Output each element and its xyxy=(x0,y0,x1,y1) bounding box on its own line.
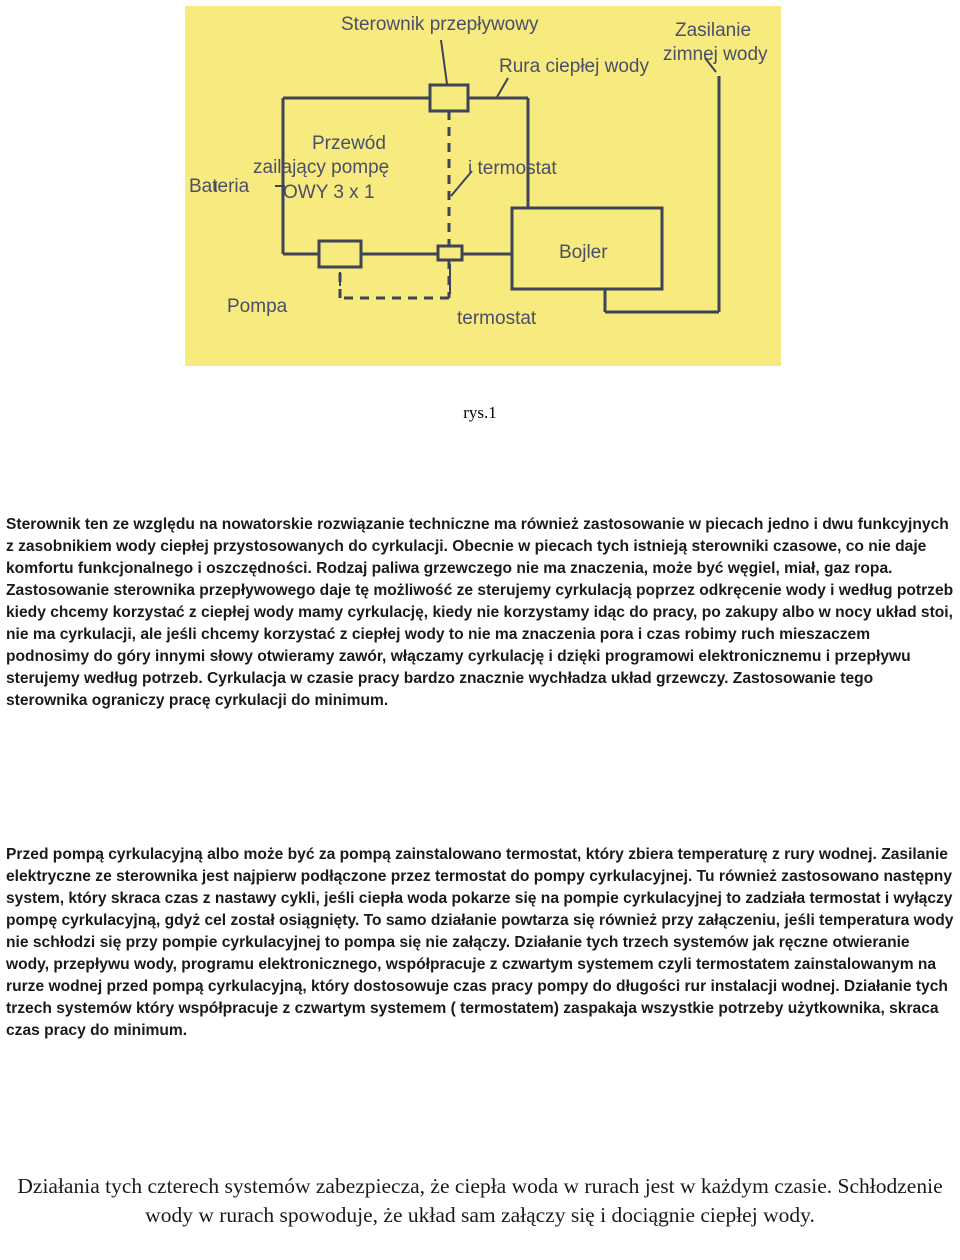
label-pump: Pompa xyxy=(227,296,288,317)
controller-box xyxy=(430,85,468,111)
pointer-line xyxy=(441,40,447,84)
paragraph-1: Sterownik ten ze względu na nowatorskie rozwiązanie techniczne ma również zastosowanie w piecach jedno i dwu funkcyjnych z zasobnikiem wody ciepłej przystosowanych do cyrkulacji. Obecnie w piecach tych istnieją sterowniki czasowe, co nie daje komfortu funkcjonalnego i oszczędności. Rodzaj paliwa grzewczego nie ma znaczenia, może być węgiel, miał, gaz ropa. Zastosowanie sterownika przepływowego daje tę możliwość ze sterujemy cyrkulacją poprzez odkręcenie wody i według potrzeb kiedy chcemy korzystać z ciepłej wody mamy cyrkulację, kiedy nie korzystamy idąc do pracy, po zakupy albo w nocy układ stoi, nie ma cyrkulacji, ale jeśli chcemy korzystać z ciepłej wody to nie ma znaczenia pora i czas robimy ruch mieszaczem podnosimy do góry innymi słowy otwieramy zawór, włączamy cyrkulację i dzięki programowi elektronicznemu i przepływu sterujemy według potrzeb. Cyrkulacja w czasie pracy bardzo znacznie wychładza układ grzewczy. Zastosowanie tego sterownika ograniczy pracę cyrkulacji do minimum. xyxy=(6,516,954,709)
label-boiler: Bojler xyxy=(559,242,608,263)
label-cable-3: OWY 3 x 1 xyxy=(283,182,375,203)
label-battery: Bateria xyxy=(189,176,250,197)
label-cable-2: zailający pompę xyxy=(253,157,390,178)
label-controller: Sterownik przepływowy xyxy=(341,14,539,35)
pointer-line xyxy=(497,78,508,97)
pump-box xyxy=(319,241,361,267)
label-hot-pipe: Rura ciepłej wody xyxy=(499,56,649,77)
conclusion-text: Działania tych czterech systemów zabezpiecza, że ciepła woda w rurach jest w każdym czasie. Schłodzenie wody w rurach spowoduje, że układ sam załączy się i dociągnie ciepłej wody. xyxy=(17,1174,943,1227)
diagram-drawing xyxy=(185,6,781,366)
paragraph-2: Przed pompą cyrkulacyjną albo może być za pompą zainstalowano termostat, który zbiera temperaturę z rury wodnej. Zasilanie elektryczne ze sterownika jest najpierw podłączone przez termostat do pompy cyrkulacyjnej. Tu również zastosowano następny system, który skraca czas z nastawy cykli, jeśli ciepła woda pokarze się na pompie cyrkulacyjnej to zadziała termostat i wyłączy pompę cyrkulacyjną, gdyż cel został osiągnięty. To samo działanie powtarza się również przy załączeniu, jeśli temperatura wody nie schłodzi się przy pompie cyrkulacyjnej to pompa się nie załączy. Działanie tych trzech systemów jak ręczne otwieranie wody, przepływu wody, programu elektronicznego, współpracuje z czwartym systemem czyli termostatem zainstalowanym na rurze wodnej przed pompą cyrkulacyjną, który dostosowuje czas pracy pompy do długości rur instalacji wodnej. Działanie tych trzech systemów który współpracuje z czwartym systemem ( termostatem) zaspakaja wszystkie potrzeby użytkownika, skraca czas pracy do minimum. xyxy=(6,846,954,1039)
thermostat-box xyxy=(438,246,462,260)
label-and-thermostat: i termostat xyxy=(468,158,557,179)
label-cold-supply-1: Zasilanie xyxy=(675,20,752,41)
circulation-diagram xyxy=(185,6,781,366)
label-thermostat: termostat xyxy=(457,308,537,329)
figure-caption: rys.1 xyxy=(463,403,497,422)
label-cold-supply-2: zimnej wody xyxy=(663,44,768,65)
label-cable-1: Przewód xyxy=(312,133,386,154)
